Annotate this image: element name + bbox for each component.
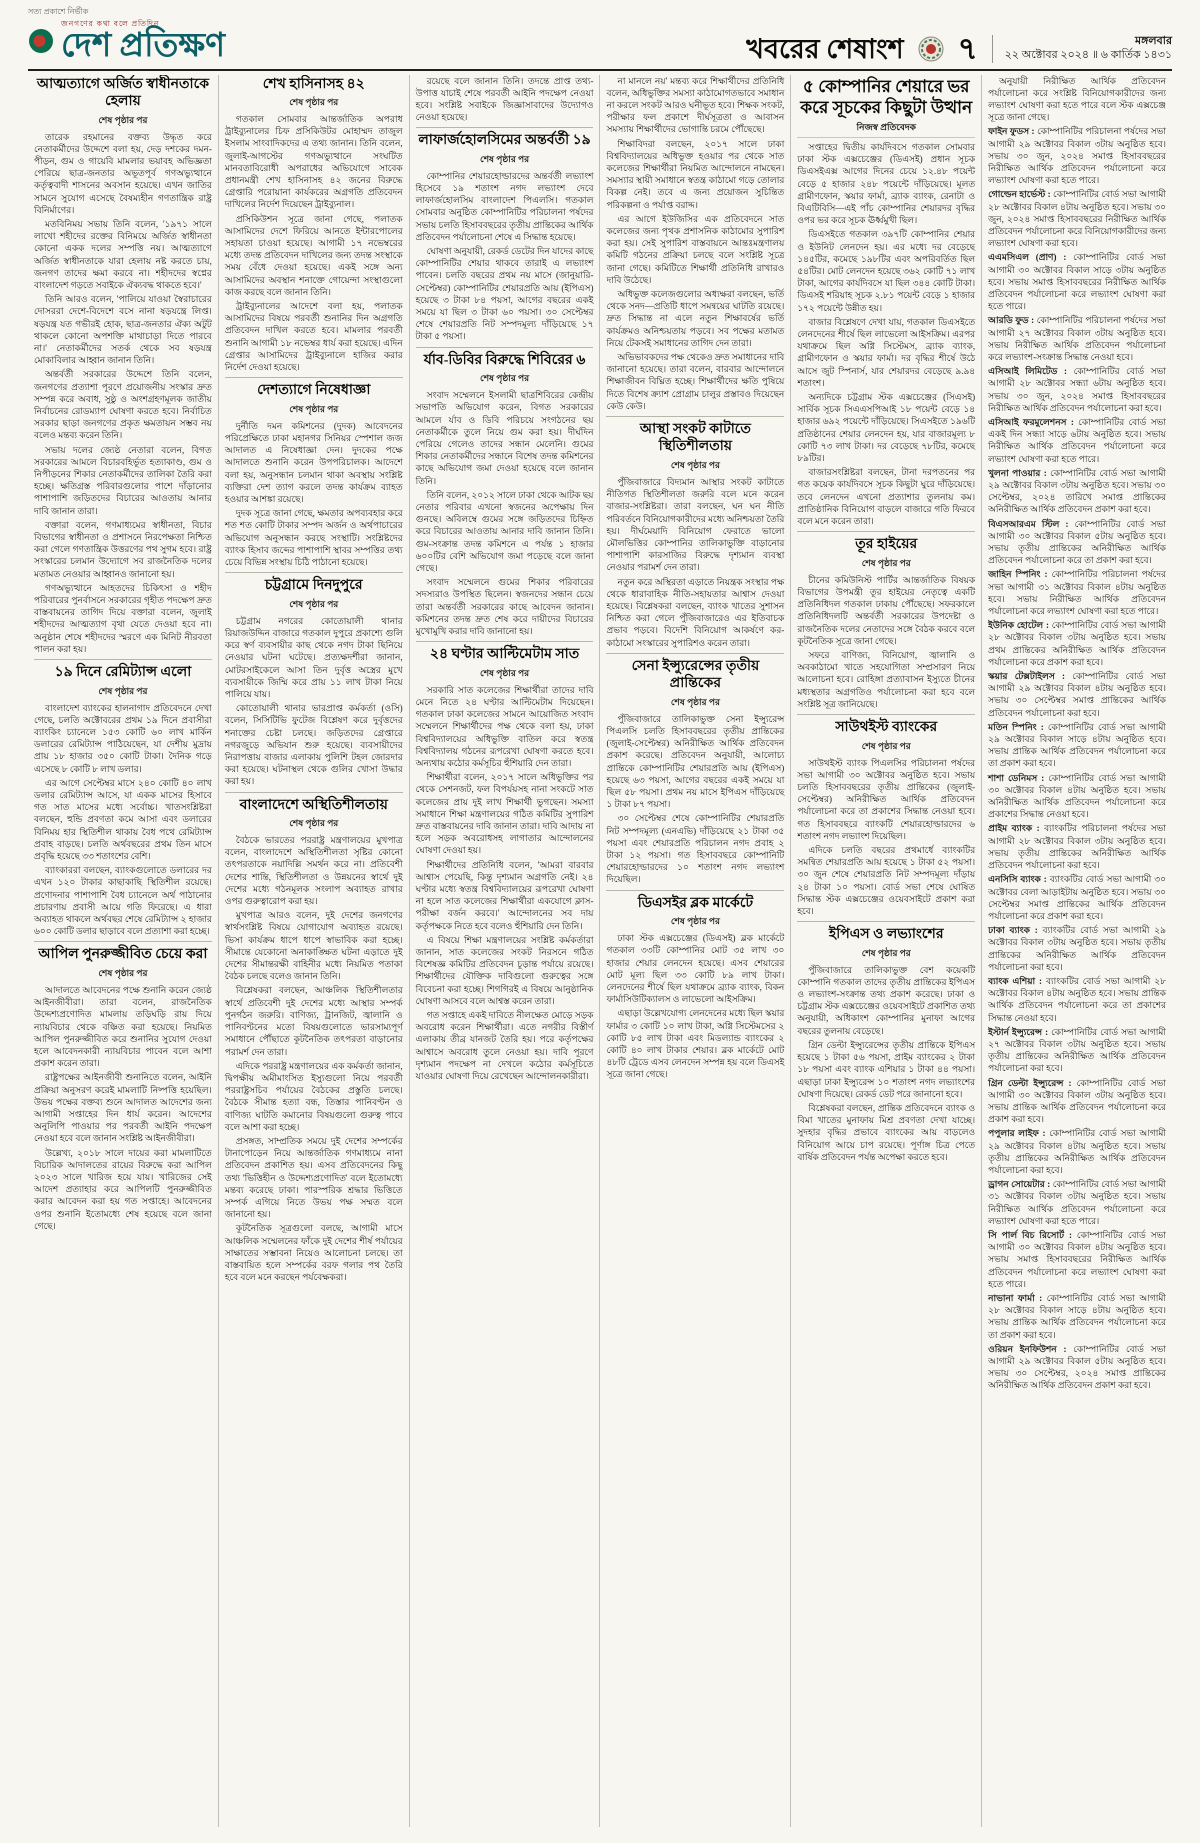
- body-paragraph: না মানলে নয়' মন্তব্য করে শিক্ষার্থীদের প্রতিনিধি বলেন, অধিভুক্তির সমস্যা কাঠামোগতভাবে সমাধান না করলে সংকট আরও ঘনীভূত হবে। শিক্ষক সংকট, পরীক্ষার ফল প্রকাশে দীর্ঘসূত্রতা ও আবাসন সমস্যায় শিক্ষার্থীদের ভোগান্তি চরমে পৌঁছেছে।: [606, 75, 785, 135]
- company-name: ইউনিক হোটেল :: [988, 620, 1052, 631]
- article: [225, 572, 403, 787]
- company-notice: পপুলার লাইফ : কোম্পানিটির বোর্ড সভা আগামী ২৯ অক্টোবর বিকাল ৪টায় অনুষ্ঠিত হবে। সভায় তৃতীয় প্রান্তিকের অনিরীক্ষিত আর্থিক প্রতিবেদন পর্যালোচনা করা হবে।: [988, 1128, 1166, 1175]
- body-paragraph: তারেক রহমানের বক্তব্য উদ্ধৃত করে নেতাকর্মীদের উদ্দেশে বলা হয়, দেড় দশকের দমন-পীড়ন, গুম ও গায়েবি মামলার ভয়াবহ অভিজ্ঞতা পেরিয়ে ছাত্র-জনতার অভূতপূর্ব গণঅভ্যুত্থানে কর্তৃত্ববাদী শাসনের অবসান হয়েছে। এখন জাতির সামনে সুযোগ এসেছে বৈষম্যহীন গণতান্ত্রিক রাষ্ট্র বিনির্মাণের।: [34, 131, 212, 215]
- continued-from-label: শেষ পৃষ্ঠার পর: [98, 967, 148, 978]
- article-headline: র্যাব-ডিবির বিরুদ্ধে শিবিরের ৬: [423, 352, 586, 368]
- article-headline: বাংলাদেশে অস্থিতিশীলতায়: [239, 797, 388, 813]
- column-4: [599, 75, 790, 1827]
- article-headline: তূর হাইয়ের: [855, 537, 918, 553]
- company-name: এএমসিএল (প্রাণ) :: [988, 252, 1074, 263]
- continued-from-label: শেষ পৃষ্ঠার পর: [98, 685, 148, 696]
- body-paragraph: ডিএসইতে গতকাল ৩৯৭টি কোম্পানির শেয়ার ও ইউনিট লেনদেন হয়। এর মধ্যে দর বেড়েছে ১৪৫টির, কমেছে ১৯৮টির এবং অপরিবর্তিত ছিল ৫৪টির। মোট লেনদেন হয়েছে ৩৬২ কোটি ৭১ লাখ টাকা, আগের কার্যদিবসে যা ছিল ৩৪৪ কোটি টাকা। ডিএসই শরিয়াহ সূচক ২.৮১ পয়েন্ট বেড়ে ১ হাজার ১৭২ পয়েন্টে উন্নীত হয়।: [797, 229, 976, 313]
- article-headline: আস্থা সংকট কাটাতে স্থিতিশীলতায়: [639, 421, 751, 455]
- body-paragraph: মতবিনিময় সভায় তিনি বলেন, '১৯৭১ সালে লাখো শহীদের রক্তের বিনিময়ে অর্জিত স্বাধীনতা কোনো একক দলের সম্পত্তি নয়। আত্মত্যাগে অর্জিত স্বাধীনতাকে যারা হেলায় নষ্ট করতে চায়, জনগণ তাদের ক্ষমা করবে না। শহীদদের স্বপ্নের বাংলাদেশ গড়তে সবাইকে ঐক্যবদ্ধ থাকতে হবে।': [34, 218, 212, 290]
- header-right: [746, 30, 1172, 66]
- continued-from-label: শেষ পৃষ্ঠার পর: [670, 696, 720, 707]
- byline: নিজস্ব প্রতিবেদক: [797, 120, 975, 138]
- article-headline: সাউথইস্ট ব্যাংকের: [835, 720, 938, 736]
- company-notice: বিএসআরএম স্টিল : কোম্পানিটির বোর্ড সভা আগামী ৩০ অক্টোবর বিকাল ৫টায় অনুষ্ঠিত হবে। সভায় তৃতীয় প্রান্তিকের অনিরীক্ষিত আর্থিক প্রতিবেদন পর্যালোচনা করে তা প্রকাশ করা হবে।: [988, 518, 1166, 566]
- company-name: এসিআই লিমিটেড :: [988, 366, 1074, 377]
- body-paragraph: মুখপাত্র আরও বলেন, দুই দেশের জনগণের স্বার্থসংশ্লিষ্ট বিষয়ে যোগাযোগ অব্যাহত রয়েছে। ভিসা কার্যক্রম ধাপে ধাপে স্বাভাবিক করা হচ্ছে। সীমান্তে যেকোনো অনাকাঙ্ক্ষিত ঘটনা এড়াতে দুই দেশের সীমান্তরক্ষী বাহিনীর মধ্যে নিয়মিত পতাকা বৈঠক চলছে বলেও জানান তিনি।: [224, 910, 403, 982]
- body-paragraph: সংবাদ সম্মেলনে গুমের শিকার পরিবারের সদস্যরাও উপস্থিত ছিলেন। স্বজনদের সন্ধান চেয়ে তারা অন্তর্বর্তী সরকারের কাছে আবেদন জানান। কমিশনের তদন্ত দ্রুত শেষ করে দায়ীদের বিচারের মুখোমুখি করার দাবি জানানো হয়।: [415, 577, 594, 637]
- body-paragraph: উল্লেখ্য, ২০১৮ সালে দায়ের করা মামলাটিতে বিচারিক আদালতের রায়ের বিরুদ্ধে করা আপিল ২০২৩ সালে খারিজ হয়ে যায়। খারিজের সেই আদেশ প্রত্যাহার করে আপিলটি পুনরুজ্জীবিত করার আবেদন করা হয় গত সপ্তাহে। আবেদনের ওপর শুনানি ইতোমধ্যে শেষ হয়েছে বলে জানা গেছে।: [34, 1147, 212, 1231]
- body-paragraph: বাংলাদেশ ব্যাংকের হালনাগাদ প্রতিবেদনে দেখা গেছে, চলতি অক্টোবরের প্রথম ১৯ দিনে প্রবাসীরা ব্যাংকিং চ্যানেলে ১৫৩ কোটি ৬০ লাখ মার্কিন ডলারের রেমিট্যান্স পাঠিয়েছেন, যা দেশীয় মুদ্রায় প্রায় ১৮ হাজার ৩৫০ কোটি টাকা। দৈনিক গড়ে এসেছে ৮ কোটি ৮ লাখ ডলার।: [34, 702, 212, 774]
- article: [416, 127, 594, 342]
- body-paragraph: এর আগে ইউজিসির এক প্রতিবেদনে সাত কলেজের জন্য পৃথক প্রশাসনিক কাঠামোর সুপারিশ করা হয়। সেই সুপারিশ বাস্তবায়নে আন্তঃমন্ত্রণালয় কমিটি গঠনের প্রক্রিয়া চলছে বলে সংশ্লিষ্ট সূত্রে জানা গেছে। কমিটিতে শিক্ষার্থী প্রতিনিধি রাখারও দাবি উঠেছে।: [606, 213, 785, 285]
- body-paragraph: কোম্পানির শেয়ারহোল্ডারদের অন্তর্বর্তী লভ্যাংশ হিসেবে ১৯ শতাংশ নগদ লভ্যাংশ দেবে লাফার্জহোলসিম বাংলাদেশ পিএলসি। গতকাল সোমবার অনুষ্ঠিত কোম্পানিটির পরিচালনা পর্ষদের সভায় চলতি হিসাববছরের তৃতীয় প্রান্তিকের আর্থিক প্রতিবেদন পর্যালোচনা শেষে এ সিদ্ধান্ত হয়েছে।: [415, 170, 594, 242]
- article-headline: ৫ কোম্পানির শেয়ারে ভর করে সূচকের কিছুটা উত্থান: [800, 76, 973, 117]
- masthead-tagline: জনগণের কথা বলে প্রতিদিন: [61, 19, 160, 28]
- body-paragraph: শিক্ষার্থীদের প্রতিনিধি বলেন, 'আমরা বারবার আশ্বাস পেয়েছি, কিন্তু দৃশ্যমান অগ্রগতি নেই। ২৪ ঘণ্টার মধ্যে স্বতন্ত্র বিশ্ববিদ্যালয়ের রূপরেখা ঘোষণা না হলে সাত কলেজের শিক্ষার্থীরা একযোগে ক্লাস-পরীক্ষা বর্জন করবে।' আন্দোলনের সব দায় কর্তৃপক্ষকে নিতে হবে বলেও হুঁশিয়ারি দেন তিনি।: [415, 859, 594, 931]
- company-name: বিএসআরএম স্টিল :: [988, 518, 1075, 529]
- section-title: খবরের শেষাংশ: [746, 33, 904, 64]
- company-name: স্কয়ার টেক্সটাইলস :: [988, 671, 1073, 682]
- article-headline: ডিএসইর ব্লক মার্কেটে: [637, 895, 754, 911]
- body-paragraph: পুঁজিবাজারে তালিকাভুক্ত বেশ কয়েকটি কোম্পানি গতকাল তাদের তৃতীয় প্রান্তিকের ইপিএস ও লভ্যাংশ-সংক্রান্ত তথ্য প্রকাশ করেছে। ঢাকা ও চট্টগ্রাম স্টক এক্সচেঞ্জের ওয়েবসাইটে প্রকাশিত তথ্য অনুযায়ী, অধিকাংশ কোম্পানির মুনাফা আগের বছরের তুলনায় বেড়েছে।: [797, 964, 976, 1036]
- article-continuation: [606, 75, 784, 412]
- column-3: [409, 75, 600, 1827]
- body-paragraph: বাজার বিশ্লেষণে দেখা যায়, গতকাল ডিএসইতে লেনদেনের শীর্ষে ছিল লাভেলো আইসক্রিম। এরপর যথাক্রমে ছিল অগ্নি সিস্টেমস, ব্র্যাক ব্যাংক, গ্রামীণফোন ও স্কয়ার ফার্মা। দর বৃদ্ধির শীর্ষে উঠে আসে জুট স্পিনার্স, যার শেয়ারদর বেড়েছে ৯.৯৪ শতাংশ।: [797, 316, 976, 388]
- article: [34, 659, 212, 937]
- company-name: ব্যাংক এশিয়া :: [988, 975, 1046, 986]
- continued-from-label: শেষ পৃষ্ঠার পর: [670, 459, 720, 470]
- company-name: মতিন স্পিনিং :: [988, 721, 1048, 732]
- date-block: [992, 35, 1172, 63]
- article: [34, 76, 212, 656]
- body-paragraph: চট্টগ্রাম নগরের কোতোয়ালী থানার রিয়াজউদ্দিন বাজারে গতকাল দুপুরে প্রকাশ্যে গুলি করে স্বর্ণ ব্যবসায়ীর কাছ থেকে নগদ টাকা ছিনিয়ে নেওয়ার ঘটনা ঘটেছে। প্রত্যক্ষদর্শীরা জানান, মোটরসাইকেলে আসা তিন দুর্বৃত্ত অস্ত্রের মুখে ব্যবসায়ীকে জিম্মি করে প্রায় ১১ লাখ টাকা নিয়ে পালিয়ে যায়।: [224, 615, 403, 699]
- body-paragraph: এ বিষয়ে শিক্ষা মন্ত্রণালয়ের সংশ্লিষ্ট কর্মকর্তারা জানান, সাত কলেজের সংকট নিরসনে গঠিত বিশেষজ্ঞ কমিটির প্রতিবেদন চূড়ান্ত পর্যায়ে রয়েছে। শিক্ষার্থীদের যৌক্তিক দাবিগুলো গুরুত্বের সঙ্গে বিবেচনা করা হচ্ছে। শিগগিরই এ বিষয়ে আনুষ্ঠানিক ঘোষণা আসবে বলে আশ্বস্ত করেন তারা।: [415, 934, 594, 1006]
- body-paragraph: গ্রিন ডেল্টা ইন্স্যুরেন্সের তৃতীয় প্রান্তিকে ইপিএস হয়েছে ১ টাকা ৫৬ পয়সা, প্রাইম ব্যাংকের ২ টাকা ১৮ পয়সা এবং ব্যাংক এশিয়ার ১ টাকা ৪৪ পয়সা। এছাড়া ঢাকা ইন্স্যুরেন্স ১০ শতাংশ নগদ লভ্যাংশের ঘোষণা দিয়েছে। রেকর্ড ডেট পরে জানানো হবে।: [797, 1039, 976, 1099]
- body-paragraph: বৈঠকে ভারতের পররাষ্ট্র মন্ত্রণালয়ের মুখপাত্র বলেন, বাংলাদেশে অস্থিতিশীলতা সৃষ্টির কোনো তৎপরতাকে নয়াদিল্লি সমর্থন করে না। প্রতিবেশী দেশের শান্তি, স্থিতিশীলতা ও উন্নয়নের স্বার্থে দুই দেশের মধ্যে গঠনমূলক সংলাপ অব্যাহত রাখার ওপর গুরুত্বারোপ করা হয়।: [224, 835, 403, 907]
- company-name: ইস্টার্ন ইন্স্যুরেন্স :: [988, 1026, 1052, 1037]
- body-paragraph: বাজারসংশ্লিষ্টরা বলছেন, টানা দরপতনের পর গত কয়েক কার্যদিবসে সূচক কিছুটা ঘুরে দাঁড়িয়েছে। তবে লেনদেন এখনো প্রত্যাশার তুলনায় কম। প্রাতিষ্ঠানিক বিনিয়োগ বাড়লে বাজারে গতি ফিরবে বলে মনে করেন তারা।: [797, 467, 976, 527]
- company-notice: ড্রাগন সোয়েটার : কোম্পানিটির বোর্ড সভা আগামী ৩১ অক্টোবর বিকাল ৩টায় অনুষ্ঠিত হবে। সভায় নিরীক্ষিত আর্থিক প্রতিবেদন পর্যালোচনা করে লভ্যাংশ ঘোষণা করা হতে পারে।: [988, 1179, 1166, 1226]
- continued-from-label: শেষ পৃষ্ঠার পর: [670, 916, 720, 927]
- body-paragraph: আদালতে আবেদনের পক্ষে শুনানি করেন জ্যেষ্ঠ আইনজীবীরা। তারা বলেন, রাজনৈতিক উদ্দেশ্যপ্রণোদিত মামলায় তড়িঘড়ি রায় দিয়ে ন্যায়বিচার থেকে বঞ্চিত করা হয়েছে। নিয়মিত আপিল পুনরুজ্জীবিত করে শুনানির সুযোগ দেওয়া হলে আবেদনকারী ন্যায়বিচার পাবেন বলে আশা প্রকাশ করেন তারা।: [34, 984, 212, 1069]
- continued-from-label: শেষ পৃষ্ঠার পর: [480, 153, 530, 164]
- body-paragraph: সরকারি সাত কলেজের শিক্ষার্থীরা তাদের দাবি মেনে নিতে ২৪ ঘণ্টার আল্টিমেটাম দিয়েছেন। গতকাল ঢাকা কলেজের সামনে আয়োজিত সংবাদ সম্মেলনে শিক্ষার্থীদের পক্ষ থেকে বলা হয়, ঢাকা বিশ্ববিদ্যালয়ের অধিভুক্তি বাতিল করে স্বতন্ত্র বিশ্ববিদ্যালয় গঠনের রূপরেখা ঘোষণা করতে হবে। অন্যথায় কঠোর কর্মসূচির হুঁশিয়ারি দেন তারা।: [415, 684, 594, 768]
- company-notice: ব্যাংক এশিয়া : ব্যাংকটির বোর্ড সভা আগামী ২৮ অক্টোবর বিকাল ৪টায় অনুষ্ঠিত হবে। সভায় প্রান্তিক আর্থিক প্রতিবেদন পর্যালোচনা করে তা প্রকাশের সিদ্ধান্ত নেওয়া হবে।: [988, 975, 1166, 1023]
- continued-from-label: শেষ পৃষ্ঠার পর: [98, 114, 148, 125]
- body-paragraph: সংবাদ সম্মেলনে ইসলামী ছাত্রশিবিরের কেন্দ্রীয় সভাপতি অভিযোগ করেন, বিগত সরকারের আমলে র্যাব ও ডিবি পরিচয়ে সংগঠনের ছয় নেতাকর্মীকে তুলে নিয়ে গুম করা হয়। দীর্ঘদিন পেরিয়ে গেলেও তাদের সন্ধান মেলেনি। গুমের শিকার নেতাকর্মীদের সন্ধানে বিশেষ তদন্ত কমিশনের কাছে অভিযোগ জমা দেওয়া হয়েছে বলে জানান তিনি।: [415, 390, 594, 486]
- body-paragraph: ৩০ সেপ্টেম্বর শেষে কোম্পানিটির শেয়ারপ্রতি নিট সম্পদমূল্য (এনএভি) দাঁড়িয়েছে ২১ টাকা ৩৫ পয়সা এবং শেয়ারপ্রতি পরিচালন নগদ প্রবাহ ২ টাকা ১২ পয়সা। গত হিসাববছরে কোম্পানিটি শেয়ারহোল্ডারদের ১০ শতাংশ নগদ লভ্যাংশ দিয়েছিল।: [606, 813, 785, 885]
- company-notice: এনসিসি ব্যাংক : ব্যাংকটির বোর্ড সভা আগামী ৩০ অক্টোবর বেলা আড়াইটায় অনুষ্ঠিত হবে। সভায় ৩০ সেপ্টেম্বর সমাপ্ত প্রান্তিকের আর্থিক প্রতিবেদন পর্যালোচনা করে প্রকাশ করা হবে।: [988, 874, 1166, 921]
- article: [606, 416, 784, 649]
- body-paragraph: সভায় দলের জ্যেষ্ঠ নেতারা বলেন, বিগত সরকারের আমলে বিচারবহির্ভূত হত্যাকাণ্ড, গুম ও নিপীড়নের শিকার নেতাকর্মীদের তালিকা তৈরি করা হচ্ছে। ক্ষতিগ্রস্ত পরিবারগুলোর পাশে দাঁড়ানোর পাশাপাশি জড়িতদের বিচারের আওতায় আনার দাবি জানান তারা।: [34, 444, 212, 516]
- top-note: সত্য প্রকাশে নির্ভীক: [28, 7, 89, 16]
- article-headline: আপিল পুনরুজ্জীবিত চেয়ে করা: [38, 947, 208, 963]
- company-name: ওরিয়ন ইনফিউশন :: [988, 1343, 1074, 1354]
- article: [797, 76, 975, 528]
- article-headline: ১৯ দিনে রেমিট্যান্স এলো: [54, 665, 192, 681]
- company-notice: মতিন স্পিনিং : কোম্পানিটির বোর্ড সভা আগামী ২৯ অক্টোবর বিকাল সাড়ে ৪টায় অনুষ্ঠিত হবে। সভায় প্রান্তিক আর্থিক প্রতিবেদন পর্যালোচনা করে তা প্রকাশ করা হবে।: [988, 721, 1166, 769]
- company-name: প্রাইম ব্যাংক :: [988, 823, 1045, 834]
- body-paragraph: বিশ্লেষকরা বলছেন, আঞ্চলিক স্থিতিশীলতার স্বার্থে প্রতিবেশী দুই দেশের মধ্যে আস্থার সম্পর্ক পুনর্গঠন জরুরি। বাণিজ্য, ট্রানজিট, জ্বালানি ও পানিবণ্টনের মতো বিষয়গুলোতে ভারসাম্যপূর্ণ সমাধানে পৌঁছাতে কূটনৈতিক তৎপরতা বাড়ানোর পরামর্শ দেন তারা।: [224, 985, 403, 1057]
- continued-from-label: শেষ পৃষ্ঠার পর: [289, 403, 339, 414]
- body-paragraph: এর আগে সেপ্টেম্বর মাসে ২৪০ কোটি ৪০ লাখ ডলার রেমিট্যান্স আসে, যা একক মাসের হিসাবে গত সাত মাসের মধ্যে সর্বোচ্চ। খাতসংশ্লিষ্টরা বলছেন, হুন্ডি প্রবণতা কমে আসা এবং ডলারের বিনিময় হার স্থিতিশীল থাকায় বৈধ পথে রেমিট্যান্স প্রবাহ বাড়ছে। চলতি অর্থবছরের প্রথম তিন মাসে প্রবৃদ্ধি হয়েছে ৩৩ শতাংশের বেশি।: [34, 777, 212, 861]
- masthead-logo-icon: [28, 28, 54, 54]
- body-paragraph: কূটনৈতিক সূত্রগুলো বলছে, আগামী মাসে আঞ্চলিক সম্মেলনের ফাঁকে দুই দেশের শীর্ষ পর্যায়ের সাক্ষাতের সম্ভাবনা নিয়েও আলোচনা চলছে। তা বাস্তবায়িত হলে সম্পর্কের বরফ গলার পথ তৈরি হবে বলে মনে করছেন পর্যবেক্ষকরা।: [224, 1223, 403, 1283]
- body-paragraph: ঘোষণা অনুযায়ী, রেকর্ড ডেটের দিন যাদের কাছে কোম্পানিটির শেয়ার থাকবে তারাই এ লভ্যাংশ পাবেন। চলতি বছরের প্রথম নয় মাসে (জানুয়ারি-সেপ্টেম্বর) কোম্পানিটির শেয়ারপ্রতি আয় (ইপিএস) হয়েছে ৩ টাকা ৮৪ পয়সা, আগের বছরের একই সময়ে যা ছিল ৩ টাকা ৬০ পয়সা। ৩০ সেপ্টেম্বর শেষে শেয়ারপ্রতি নিট সম্পদমূল্য দাঁড়িয়েছে ১৭ টাকা ৫ পয়সা।: [415, 246, 594, 342]
- article: [34, 941, 212, 1232]
- article-headline: ২৪ ঘণ্টার আল্টিমেটাম সাত: [429, 647, 580, 663]
- company-name: ফাইন ফুডস :: [988, 126, 1038, 137]
- weekday: মঙ্গলবার: [1135, 35, 1172, 47]
- body-paragraph: চীনের কমিউনিস্ট পার্টির আন্তর্জাতিক বিষয়ক বিভাগের উপমন্ত্রী তূর হাইয়ের নেতৃত্বে একটি প্রতিনিধিদল গতকাল ঢাকায় পৌঁছেছে। সফরকালে প্রতিনিধিদলটি অন্তর্বর্তী সরকারের উপদেষ্টা ও রাজনৈতিক দলের নেতাদের সঙ্গে বৈঠক করবে বলে কূটনৈতিক সূত্রে জানা গেছে।: [797, 574, 976, 646]
- content-columns: [28, 69, 1172, 1827]
- body-paragraph: ঢাকা স্টক এক্সচেঞ্জের (ডিএসই) ব্লক মার্কেটে গতকাল ৩৩টি কোম্পানির মোট ৩৫ লাখ ৩০ হাজার শেয়ার লেনদেন হয়েছে। এসব শেয়ারের মোট মূল্য ছিল ৩৩ কোটি ৮৯ লাখ টাকা। লেনদেনের শীর্ষে ছিল যথাক্রমে ব্র্যাক ব্যাংক, বিকন ফার্মাসিউটিক্যালস ও লাভেলো আইসক্রিম।: [606, 933, 785, 1005]
- company-name: পপুলার লাইফ :: [988, 1128, 1050, 1139]
- company-notice: আরডি ফুড : কোম্পানিটির পরিচালনা পর্ষদের সভা আগামী ২৭ অক্টোবর বিকাল ৩টায় অনুষ্ঠিত হবে। সভায় নিরীক্ষিত আর্থিক প্রতিবেদন পর্যালোচনা করে লভ্যাংশ-সংক্রান্ত সিদ্ধান্ত নেওয়া হবে।: [988, 315, 1166, 362]
- company-name: শাশা ডেনিমস :: [988, 772, 1049, 783]
- body-paragraph: অনুযায়ী নিরীক্ষিত আর্থিক প্রতিবেদন পর্যালোচনা করে সংশ্লিষ্ট বিনিয়োগকারীদের জন্য লভ্যাংশ ঘোষণা করা হতে পারে বলে স্টক এক্সচেঞ্জ সূত্রে জানা গেছে।: [988, 75, 1166, 123]
- continued-from-label: শেষ পৃষ্ঠার পর: [480, 667, 530, 678]
- company-name: খুলনা পাওয়ার :: [988, 467, 1051, 478]
- article: [225, 76, 403, 374]
- body-paragraph: পুঁজিবাজারে তালিকাভুক্ত সেনা ইন্স্যুরেন্স পিএলসি চলতি হিসাববছরের তৃতীয় প্রান্তিকের (জুলাই-সেপ্টেম্বর) অনিরীক্ষিত আর্থিক প্রতিবেদন প্রকাশ করেছে। প্রতিবেদন অনুযায়ী, আলোচ্য প্রান্তিকে কোম্পানিটির শেয়ারপ্রতি আয় (ইপিএস) হয়েছে ৬৩ পয়সা, আগের বছরের একই সময়ে যা ছিল ৫৮ পয়সা। প্রথম নয় মাসে ইপিএস দাঁড়িয়েছে ১ টাকা ৮৭ পয়সা।: [606, 713, 785, 810]
- company-notice: ইউনিক হোটেল : কোম্পানিটির বোর্ড সভা আগামী ২৮ অক্টোবর বিকাল ৩টায় অনুষ্ঠিত হবে। সভায় প্রথম প্রান্তিকের অনিরীক্ষিত আর্থিক প্রতিবেদন পর্যালোচনা করে প্রকাশ করা হবে।: [988, 620, 1166, 667]
- article: [606, 653, 784, 886]
- body-paragraph: প্রসঙ্গত, সাম্প্রতিক সময়ে দুই দেশের সম্পর্কের টানাপোড়েন নিয়ে আন্তর্জাতিক গণমাধ্যমে নানা প্রতিবেদন প্রকাশিত হয়। এসব প্রতিবেদনের কিছু তথ্য 'ভিত্তিহীন ও উদ্দেশ্যপ্রণোদিত' বলে ইতোমধ্যে মন্তব্য করেছে ঢাকা। পারস্পরিক শ্রদ্ধার ভিত্তিতে সম্পর্ক এগিয়ে নিতে উভয় পক্ষ সম্মত বলে জানানো হয়।: [224, 1135, 403, 1220]
- body-paragraph: অধিভুক্ত কলেজগুলোর অধ্যক্ষরা বলছেন, ভর্তি থেকে সনদ—প্রতিটি ধাপে সমন্বয়ের ঘাটতি রয়েছে। দ্রুত সিদ্ধান্ত না এলে নতুন শিক্ষাবর্ষের ভর্তি কার্যক্রমও অনিশ্চয়তায় পড়বে। সব পক্ষের মতামত নিয়ে টেকসই সমাধানের তাগিদ দেন তারা।: [606, 288, 785, 348]
- continued-from-label: শেষ পৃষ্ঠার পর: [289, 97, 339, 107]
- body-paragraph: গণঅভ্যুত্থানে আহতদের চিকিৎসা ও শহীদ পরিবারের পুনর্বাসনে সরকারের গৃহীত পদক্ষেপ দ্রুত বাস্তবায়নের তাগিদ দিয়ে বক্তারা বলেন, জুলাই শহীদদের আত্মত্যাগ বৃথা যেতে দেওয়া হবে না। অনুষ্ঠান শেষে শহীদদের স্মরণে এক মিনিট নীরবতা পালন করা হয়।: [34, 582, 212, 654]
- company-name: সি পার্ল বিচ রিসোর্ট :: [988, 1229, 1077, 1240]
- body-paragraph: এছাড়া উল্লেখযোগ্য লেনদেনের মধ্যে ছিল স্কয়ার ফার্মার ৩ কোটি ১০ লাখ টাকা, অগ্নি সিস্টেমসের ২ কোটি ৮৫ লাখ টাকা এবং মিডল্যান্ড ব্যাংকের ২ কোটি ৪০ লাখ টাকার শেয়ার। ব্লক মার্কেটে মোট ৪৮টি ট্রেডে এসব লেনদেন সম্পন্ন হয় বলে ডিএসই সূত্রে জানা গেছে।: [606, 1008, 785, 1080]
- article: [416, 347, 594, 638]
- article: [416, 641, 594, 1082]
- company-notice: সি পার্ল বিচ রিসোর্ট : কোম্পানিটির বোর্ড সভা আগামী ৩০ অক্টোবর বিকাল ৪টায় অনুষ্ঠিত হবে। সভায় সমাপ্ত হিসাববছরের নিরীক্ষিত আর্থিক প্রতিবেদন পর্যালোচনা করে লভ্যাংশ ঘোষণা করা হতে পারে।: [988, 1229, 1166, 1289]
- body-paragraph: বিশ্লেষকরা বলছেন, প্রান্তিক প্রতিবেদনে ব্যাংক ও বিমা খাতের মুনাফায় মিশ্র প্রবণতা দেখা যাচ্ছে। সুদহার বৃদ্ধির প্রভাবে ব্যাংকের আয় বাড়লেও বিনিয়োগ আয়ে চাপ রয়েছে। পূর্ণাঙ্গ চিত্র পেতে বার্ষিক প্রতিবেদন পর্যন্ত অপেক্ষা করতে হবে।: [797, 1102, 976, 1162]
- body-paragraph: অন্যদিকে চট্টগ্রাম স্টক এক্সচেঞ্জের (সিএসই) সার্বিক সূচক সিএএসপিআই ১৮ পয়েন্ট বেড়ে ১৪ হাজার ৬৯২ পয়েন্টে দাঁড়িয়েছে। সিএসইতে ১৯৬টি প্রতিষ্ঠানের শেয়ার লেনদেন হয়, যার বাজারমূল্য ৮ কোটি ৭৩ লাখ টাকা। দর বেড়েছে ৭৮টির, কমেছে ৮৯টির।: [797, 392, 976, 464]
- continued-from-label: শেষ পৃষ্ঠার পর: [861, 740, 911, 751]
- date-line: ২২ অক্টোবর ২০২৪ ॥ ৬ কার্তিক ১৪৩১: [1004, 48, 1172, 61]
- body-paragraph: কোতোয়ালী থানার ভারপ্রাপ্ত কর্মকর্তা (ওসি) বলেন, সিসিটিভি ফুটেজ বিশ্লেষণ করে দুর্বৃত্তদের শনাক্তের চেষ্টা চলছে। জড়িতদের গ্রেপ্তারে নগরজুড়ে অভিযান শুরু হয়েছে। ব্যবসায়ীদের নিরাপত্তায় বাজার এলাকায় পুলিশি টহল জোরদার করা হয়েছে। ঘটনাস্থল থেকে গুলির খোসা উদ্ধার করা হয়।: [224, 703, 403, 787]
- company-name: এসিআই ফরমুলেশনস :: [988, 416, 1079, 427]
- body-paragraph: এদিকে চলতি বছরের প্রথমার্ধে ব্যাংকটির সমন্বিত শেয়ারপ্রতি আয় হয়েছে ১ টাকা ৫২ পয়সা। ৩০ জুন শেষে শেয়ারপ্রতি নিট সম্পদমূল্য দাঁড়ায় ২৪ টাকা ১০ পয়সা। বোর্ড সভা শেষে ঘোষিত সিদ্ধান্ত স্টক এক্সচেঞ্জের ওয়েবসাইটে প্রকাশ করা হবে।: [797, 844, 976, 916]
- continued-from-label: শেষ পৃষ্ঠার পর: [861, 947, 911, 958]
- article-continuation: [988, 75, 1166, 1392]
- company-notice: গোল্ডেন হার্ভেস্ট : কোম্পানিটির বোর্ড সভা আগামী ২৮ অক্টোবর বিকাল ৪টায় অনুষ্ঠিত হবে। সভায় ৩০ জুন, ২০২৪ সমাপ্ত হিসাববছরের নিরীক্ষিত আর্থিক প্রতিবেদন পর্যালোচনা করে বিনিয়োগকারীদের জন্য লভ্যাংশ ঘোষণা করা হবে।: [988, 189, 1166, 249]
- article-headline: চট্টগ্রামে দিনদুপুরে: [264, 578, 363, 594]
- body-paragraph: অন্তর্বর্তী সরকারের উদ্দেশে তিনি বলেন, জনগণের প্রত্যাশা পূরণে প্রয়োজনীয় সংস্কার দ্রুত সম্পন্ন করে অবাধ, সুষ্ঠু ও অংশগ্রহণমূলক জাতীয় নির্বাচনের রোডম্যাপ ঘোষণা করতে হবে। নির্বাচিত সরকার ছাড়া জনগণের প্রকৃত ক্ষমতায়ন সম্ভব নয় বলেও মন্তব্য করেন তিনি।: [34, 369, 212, 441]
- company-notice: ইস্টার্ন ইন্স্যুরেন্স : কোম্পানিটির বোর্ড সভা আগামী ২৭ অক্টোবর বিকাল ৩টায় অনুষ্ঠিত হবে। সভায় তৃতীয় প্রান্তিকের অনিরীক্ষিত আর্থিক প্রতিবেদন পর্যালোচনা করা হবে।: [988, 1026, 1166, 1074]
- article: [606, 890, 784, 1081]
- body-paragraph: পুঁজিবাজারে বিদ্যমান আস্থার সংকট কাটাতে নীতিগত স্থিতিশীলতা জরুরি বলে মনে করেন বাজার-সংশ্লিষ্টরা। তারা বলছেন, ঘন ঘন নীতি পরিবর্তনে বিনিয়োগকারীদের মধ্যে অনিশ্চয়তা তৈরি হয়। দীর্ঘমেয়াদি বিনিয়োগ ফেরাতে ভালো মৌলভিত্তির কোম্পানির তালিকাভুক্তি বাড়ানোর পাশাপাশি কারসাজির বিরুদ্ধে দৃশ্যমান ব্যবস্থা নেওয়ার পরামর্শ দেন তারা।: [606, 476, 785, 573]
- body-paragraph: নতুন করে অস্থিরতা এড়াতে নিয়ন্ত্রক সংস্থার পক্ষ থেকে ধারাবাহিক নীতি-সহায়তার আশ্বাস দেওয়া হয়েছে। বিশ্লেষকরা বলছেন, ব্যাংক খাতের সুশাসন নিশ্চিত করা গেলে পুঁজিবাজারেও এর ইতিবাচক প্রভাব পড়বে। বিদেশি বিনিয়োগ আকর্ষণে কর-কাঠামো সংস্কারের সুপারিশও করেন তারা।: [606, 576, 785, 648]
- continued-from-label: শেষ পৃষ্ঠার পর: [289, 818, 339, 829]
- body-paragraph: গতকাল সোমবার আন্তর্জাতিক অপরাধ ট্রাইব্যুনালের চিফ প্রসিকিউটর মোহাম্মদ তাজুল ইসলাম সাংবাদিকদের এ তথ্য জানান। তিনি বলেন, জুলাই-আগস্টের গণঅভ্যুত্থানে সংঘটিত মানবতাবিরোধী অপরাধের অভিযোগে সাবেক প্রধানমন্ত্রী শেখ হাসিনাসহ ৪২ জনের বিরুদ্ধে গ্রেপ্তারি পরোয়ানা কার্যকরের অগ্রগতি প্রতিবেদন দাখিলের নির্দেশ দিয়েছেন ট্রাইব্যুনাল।: [224, 114, 403, 210]
- body-paragraph: রয়েছে বলে জানান তিনি। তদন্তে প্রাপ্ত তথ্য-উপাত্ত যাচাই শেষে পরবর্তী আইনি পদক্ষেপ নেওয়া হবে। সংশ্লিষ্ট সবাইকে জিজ্ঞাসাবাদের উদ্যোগও নেওয়া হয়েছে।: [415, 75, 594, 123]
- column-5: [790, 75, 981, 1827]
- body-paragraph: ট্রাইব্যুনালের আদেশে বলা হয়, পলাতক আসামিদের বিষয়ে পরবর্তী শুনানির দিন অগ্রগতি প্রতিবেদন দাখিল করতে হবে। মামলার পরবর্তী শুনানি আগামী ১৮ নভেম্বর ধার্য করা হয়েছে। এদিন গ্রেপ্তার আসামিদের ট্রাইব্যুনালে হাজির করার নির্দেশ দেওয়া হয়েছে।: [224, 301, 403, 373]
- body-paragraph: অভিভাবকদের পক্ষ থেকেও দ্রুত সমাধানের দাবি জানানো হয়েছে। তারা বলেন, বারবার আন্দোলনে শিক্ষাজীবন বিঘ্নিত হচ্ছে। শিক্ষার্থীদের ক্ষতি পুষিয়ে দিতে বিশেষ ক্র্যাশ প্রোগ্রাম চালুর প্রস্তাবও দিয়েছেন কেউ কেউ।: [606, 351, 785, 411]
- article-headline: ইপিএস ও লভ্যাংশের: [828, 927, 944, 943]
- body-paragraph: এদিকে পররাষ্ট্র মন্ত্রণালয়ের এক কর্মকর্তা জানান, দ্বিপক্ষীয় অমীমাংসিত ইস্যুগুলো নিয়ে পরবর্তী পররাষ্ট্রসচিব পর্যায়ের বৈঠকের প্রস্তুতি চলছে। বৈঠকে সীমান্ত হত্যা বন্ধ, তিস্তার পানিবণ্টন ও বাণিজ্য ঘাটতি কমানোর বিষয়গুলো গুরুত্ব পাবে বলে আশা করা হচ্ছে।: [224, 1060, 403, 1132]
- company-name: গোল্ডেন হার্ভেস্ট :: [988, 189, 1054, 200]
- article-headline: লাফার্জহোলসিমের অন্তর্বর্তী ১৯: [418, 133, 591, 149]
- company-notice: ফাইন ফুডস : কোম্পানিটির পরিচালনা পর্ষদের সভা আগামী ২৯ অক্টোবর বিকাল ৩টায় অনুষ্ঠিত হবে। সভায় ৩০ জুন, ২০২৪ সমাপ্ত হিসাববছরের নিরীক্ষিত আর্থিক প্রতিবেদন পর্যালোচনা করে লভ্যাংশ ঘোষণা করা হতে পারে।: [988, 126, 1166, 186]
- company-name: ড্রাগন সোয়েটার :: [988, 1179, 1053, 1190]
- article: [797, 921, 975, 1163]
- body-paragraph: সপ্তাহের দ্বিতীয় কার্যদিবসে গতকাল সোমবার ঢাকা স্টক এক্সচেঞ্জের (ডিএসই) প্রধান সূচক ডিএসইএক্স আগের দিনের চেয়ে ১২.৪৮ পয়েন্ট বেড়ে ৫ হাজার ২৪৮ পয়েন্টে দাঁড়িয়েছে। মূলত গ্রামীণফোন, স্কয়ার ফার্মা, ব্র্যাক ব্যাংক, রেনাটা ও বিএটিবিসি—এই পাঁচ কোম্পানির শেয়ারদর বৃদ্ধির ওপর ভর করে সূচক ঊর্ধ্বমুখী ছিল।: [797, 142, 976, 226]
- body-paragraph: সফরে বাণিজ্য, বিনিয়োগ, জ্বালানি ও অবকাঠামো খাতে সহযোগিতা সম্প্রসারণ নিয়ে আলোচনা হবে। রোহিঙ্গা প্রত্যাবাসন ইস্যুতে চীনের মধ্যস্থতার অগ্রগতিও পর্যালোচনা করা হবে বলে সংশ্লিষ্ট সূত্র জানিয়েছে।: [797, 650, 976, 709]
- company-notice: খুলনা পাওয়ার : কোম্পানিটির বোর্ড সভা আগামী ২৯ অক্টোবর বিকাল ৩টায় অনুষ্ঠিত হবে। সভায় ৩০ সেপ্টেম্বর, ২০২৪ তারিখে সমাপ্ত প্রান্তিকের অনিরীক্ষিত আর্থিক প্রতিবেদন প্রকাশ করা হবে।: [988, 467, 1166, 515]
- masthead-text: [61, 20, 225, 63]
- company-name: এনসিসি ব্যাংক :: [988, 874, 1050, 885]
- body-paragraph: ব্যাংকাররা বলছেন, ব্যাংকগুলোতে ডলারের দর এখন ১২০ টাকার কাছাকাছি স্থিতিশীল রয়েছে। প্রণোদনার পাশাপাশি বৈধ চ্যানেলে অর্থ পাঠানোর প্রচারণায় প্রবাসী আয়ে গতি ফিরেছে। এ ধারা অব্যাহত থাকলে অর্থবছর শেষে রেমিট্যান্স ২ হাজার ৬০০ কোটি ডলার ছাড়াবে বলে প্রত্যাশা করা হচ্ছে।: [34, 865, 212, 937]
- body-paragraph: দুদক সূত্রে জানা গেছে, ক্ষমতার অপব্যবহার করে শত শত কোটি টাকার সম্পদ অর্জন ও অর্থপাচারের অভিযোগ অনুসন্ধান করছে সংস্থাটি। সংশ্লিষ্টদের ব্যাংক হিসাব জব্দের পাশাপাশি স্থাবর সম্পত্তির তথ্য চেয়ে বিভিন্ন সংস্থায় চিঠি পাঠানো হয়েছে।: [224, 508, 403, 567]
- continued-from-label: শেষ পৃষ্ঠার পর: [861, 557, 911, 568]
- article-headline: আত্মত্যাগে অর্জিত স্বাধীনতাকে হেলায়: [36, 76, 209, 109]
- continued-from-label: শেষ পৃষ্ঠার পর: [480, 373, 530, 384]
- article-headline: শেখ হাসিনাসহ ৪২: [262, 76, 365, 92]
- company-notice: শাশা ডেনিমস : কোম্পানিটির বোর্ড সভা আগামী ৩০ অক্টোবর বিকাল ৪টায় অনুষ্ঠিত হবে। সভায় অনিরীক্ষিত আর্থিক প্রতিবেদন পর্যালোচনা করে প্রকাশের সিদ্ধান্ত নেওয়া হবে।: [988, 772, 1166, 820]
- body-paragraph: গত সপ্তাহে একই দাবিতে নীলক্ষেত মোড়ে সড়ক অবরোধ করেন শিক্ষার্থীরা। এতে নগরীর বিস্তীর্ণ এলাকায় তীব্র যানজট তৈরি হয়। পরে কর্তৃপক্ষের আশ্বাসে অবরোধ তুলে নেওয়া হয়। দাবি পূরণে দৃশ্যমান পদক্ষেপ না দেখলে কঠোর কর্মসূচিতে যাওয়ার ঘোষণা দিয়ে রেখেছেন আন্দোলনকারীরা।: [415, 1010, 594, 1082]
- company-notice: ঢাকা ব্যাংক : ব্যাংকটির বোর্ড সভা আগামী ২৯ অক্টোবর বিকাল ৩টায় অনুষ্ঠিত হবে। সভায় তৃতীয় প্রান্তিকের অনিরীক্ষিত আর্থিক প্রতিবেদন পর্যালোচনা করা হবে।: [988, 925, 1166, 972]
- body-paragraph: শিক্ষার্থীরা বলেন, ২০১৭ সালে অধিভুক্তির পর থেকে সেশনজট, ফল বিপর্যয়সহ নানা সংকটে সাত কলেজের প্রায় দুই লাখ শিক্ষার্থী ভুগছেন। সমস্যা সমাধানে শিক্ষা মন্ত্রণালয়ের গঠিত কমিটির সুপারিশ দ্রুত বাস্তবায়নের দাবি জানান তারা। দাবি আদায় না হলে সড়ক অবরোধসহ লাগাতার আন্দোলনের ঘোষণা দেওয়া হয়।: [415, 772, 594, 856]
- body-paragraph: তিনি বলেন, ২০১২ সালে ঢাকা থেকে আটক ছয় নেতার পরিবার এখনো স্বজনের অপেক্ষায় দিন গুনছে। অবিলম্বে গুমের সঙ্গে জড়িতদের চিহ্নিত করে বিচারের আওতায় আনার দাবি জানান তিনি। গুম-সংক্রান্ত তদন্ত কমিশনে এ পর্যন্ত ১ হাজার ৬০০টির বেশি অভিযোগ জমা পড়েছে বলে জানা গেছে।: [415, 489, 594, 573]
- article: [225, 792, 403, 1284]
- company-notice: স্কয়ার টেক্সটাইলস : কোম্পানিটির বোর্ড সভা আগামী ২৯ অক্টোবর বিকাল ৪টায় অনুষ্ঠিত হবে। সভায় ৩০ সেপ্টেম্বর সমাপ্ত প্রান্তিকের আর্থিক প্রতিবেদন পর্যালোচনা করা হবে।: [988, 671, 1166, 718]
- company-name: জাহিন স্পিনিং :: [988, 569, 1052, 580]
- body-paragraph: শিক্ষাবিদরা বলছেন, ২০১৭ সালে ঢাকা বিশ্ববিদ্যালয়ের অধিভুক্ত হওয়ার পর থেকে সাত কলেজের শিক্ষার্থীরা নিয়মিত আন্দোলনে নামছেন। সমস্যার স্থায়ী সমাধানে স্বতন্ত্র কাঠামো গড়ে তোলার বিকল্প নেই। তবে এ জন্য প্রয়োজন সুচিন্তিত পরিকল্পনা ও পর্যাপ্ত বরাদ্দ।: [606, 138, 785, 210]
- article: [797, 714, 975, 917]
- body-paragraph: বক্তারা বলেন, গণমাধ্যমের স্বাধীনতা, বিচার বিভাগের স্বাধীনতা ও প্রশাসনে নিরপেক্ষতা নিশ্চিত করা গেলে গণতান্ত্রিক উত্তরণের পথ সুগম হবে। রাষ্ট্র সংস্কারের চলমান উদ্যোগে সব রাজনৈতিক দলের মতামত নেওয়ার আহ্বানও জানানো হয়।: [34, 519, 212, 579]
- company-notice: এসিআই লিমিটেড : কোম্পানিটির বোর্ড সভা আগামী ২৮ অক্টোবর সন্ধ্যা ৬টায় অনুষ্ঠিত হবে। সভায় ৩০ জুন, ২০২৪ সমাপ্ত হিসাববছরের নিরীক্ষিত আর্থিক প্রতিবেদন পর্যালোচনা করা হবে।: [988, 366, 1166, 413]
- company-notice: এসিআই ফরমুলেশনস : কোম্পানিটির বোর্ড সভা একই দিন সন্ধ্যা সাড়ে ৬টায় অনুষ্ঠিত হবে। সভায় নিরীক্ষিত আর্থিক প্রতিবেদন পর্যালোচনা করে লভ্যাংশ ঘোষণা করা হতে পারে।: [988, 416, 1166, 464]
- company-notice: প্রাইম ব্যাংক : ব্যাংকটির পরিচালনা পর্ষদের সভা আগামী ২৮ অক্টোবর বিকাল ৩টায় অনুষ্ঠিত হবে। সভায় তৃতীয় প্রান্তিকের অনিরীক্ষিত আর্থিক প্রতিবেদন পর্যালোচনা করা হবে।: [988, 823, 1166, 871]
- company-name: নাভানা ফার্মা :: [988, 1293, 1047, 1303]
- company-notice: এএমসিএল (প্রাণ) : কোম্পানিটির বোর্ড সভা আগামী ৩০ অক্টোবর বিকাল সাড়ে ৩টায় অনুষ্ঠিত হবে। সভায় সমাপ্ত হিসাববছরের নিরীক্ষিত আর্থিক প্রতিবেদন পর্যালোচনা করে লভ্যাংশ ঘোষণা করা হতে পারে।: [988, 252, 1166, 312]
- company-name: ঢাকা ব্যাংক :: [988, 925, 1043, 936]
- company-name: গ্রিন ডেল্টা ইন্স্যুরেন্স :: [988, 1077, 1077, 1088]
- article-headline: সেনা ইন্স্যুরেন্সের তৃতীয় প্রান্তিকের: [631, 658, 760, 692]
- company-name: আরডি ফুড :: [988, 315, 1037, 326]
- body-paragraph: সাউথইস্ট ব্যাংক পিএলসির পরিচালনা পর্ষদের সভা আগামী ৩০ অক্টোবর অনুষ্ঠিত হবে। সভায় চলতি হিসাববছরের তৃতীয় প্রান্তিকের (জুলাই-সেপ্টেম্বর) অনিরীক্ষিত আর্থিক প্রতিবেদন পর্যালোচনা করে তা প্রকাশের সিদ্ধান্ত নেওয়া হবে। গত হিসাববছরে ব্যাংকটি শেয়ারহোল্ডারদের ৬ শতাংশ নগদ লভ্যাংশ দিয়েছিল।: [797, 757, 976, 841]
- column-1: [28, 75, 218, 1827]
- page-header: [28, 18, 1172, 69]
- body-paragraph: দুর্নীতি দমন কমিশনের (দুদক) আবেদনের পরিপ্রেক্ষিতে ঢাকা মহানগর সিনিয়র স্পেশাল জজ আদালত এ নিষেধাজ্ঞা দেন। দুদকের পক্ষে আদালতে শুনানি করেন উপপরিচালক। আদেশে বলা হয়, অনুসন্ধান চলমান থাকা অবস্থায় সংশ্লিষ্ট ব্যক্তিরা দেশ ত্যাগ করলে তদন্ত কার্যক্রম ব্যাহত হওয়ার আশঙ্কা রয়েছে।: [224, 420, 403, 504]
- company-notice: ওরিয়ন ইনফিউশন : কোম্পানিটির বোর্ড সভা আগামী ২৯ অক্টোবর বিকাল ৫টায় অনুষ্ঠিত হবে। সভায় ৩০ সেপ্টেম্বর, ২০২৪ সমাপ্ত প্রান্তিকের অনিরীক্ষিত আর্থিক প্রতিবেদন প্রকাশ করা হবে।: [988, 1343, 1166, 1391]
- masthead: [28, 20, 225, 63]
- page-emblem-icon: [918, 36, 944, 62]
- body-paragraph: প্রসিকিউশন সূত্রে জানা গেছে, পলাতক আসামিদের দেশে ফিরিয়ে আনতে ইন্টারপোলের সহায়তা চাওয়া হয়েছে। আগামী ১৭ নভেম্বরের মধ্যে তদন্ত প্রতিবেদন দাখিলের জন্য তদন্ত সংস্থাকে সময় বেঁধে দেওয়া হয়েছে। একই সঙ্গে অন্য আসামিদের অবস্থান শনাক্তে গোয়েন্দা সংস্থাগুলো কাজ করছে বলে জানান তিনি।: [224, 213, 403, 297]
- article-continuation: [416, 75, 594, 124]
- company-notice: গ্রিন ডেল্টা ইন্স্যুরেন্স : কোম্পানিটির বোর্ড সভা আগামী ৩০ অক্টোবর বিকাল ৩টায় অনুষ্ঠিত হবে। সভায় প্রান্তিক আর্থিক প্রতিবেদন পর্যালোচনা করে প্রকাশ করা হবে।: [988, 1077, 1166, 1125]
- company-notice: নাভানা ফার্মা : কোম্পানিটির বোর্ড সভা আগামী ২৮ অক্টোবর বিকাল সাড়ে ৪টায় অনুষ্ঠিত হবে। সভায় প্রান্তিক আর্থিক প্রতিবেদন পর্যালোচনা করে তা প্রকাশ করা হবে।: [988, 1293, 1166, 1340]
- column-6: [981, 75, 1172, 1827]
- body-paragraph: রাষ্ট্রপক্ষের আইনজীবী শুনানিতে বলেন, আইনি প্রক্রিয়া অনুসরণ করেই মামলাটি নিষ্পত্তি হয়েছিল। উভয় পক্ষের বক্তব্য শুনে আদালত আদেশের জন্য আগামী সপ্তাহের দিন ধার্য করেন। আদেশের অনুলিপি পাওয়ার পর পরবর্তী আইনি পদক্ষেপ নেওয়া হবে বলে জানান সংশ্লিষ্ট আইনজীবীরা।: [34, 1072, 212, 1144]
- article-headline: দেশত্যাগে নিষেধাজ্ঞা: [257, 383, 371, 399]
- article: [797, 531, 975, 710]
- page-number: ৭: [957, 30, 978, 66]
- body-paragraph: তিনি আরও বলেন, 'পালিয়ে যাওয়া স্বৈরাচারের দোসররা দেশে-বিদেশে বসে নানা ষড়যন্ত্রে লিপ্ত। ষড়যন্ত্র যত গভীরই হোক, ছাত্র-জনতার ঐক্য অটুট থাকলে কোনো অপশক্তি মাথাচাড়া দিতে পারবে না।' নেতাকর্মীদের সতর্ক থেকে সব ষড়যন্ত্র মোকাবিলার আহ্বান জানান তিনি।: [34, 294, 212, 366]
- continued-from-label: শেষ পৃষ্ঠার পর: [289, 598, 339, 609]
- masthead-title: দেশ প্রতিক্ষণ: [61, 27, 226, 64]
- article: [225, 377, 403, 568]
- company-notice: জাহিন স্পিনিং : কোম্পানিটির পরিচালনা পর্ষদের সভা আগামী ৩১ অক্টোবর বিকাল ৪টায় অনুষ্ঠিত হবে। সভায় নিরীক্ষিত আর্থিক প্রতিবেদন পর্যালোচনা করে লভ্যাংশ ঘোষণা করা হতে পারে।: [988, 569, 1166, 617]
- column-2: [218, 75, 409, 1827]
